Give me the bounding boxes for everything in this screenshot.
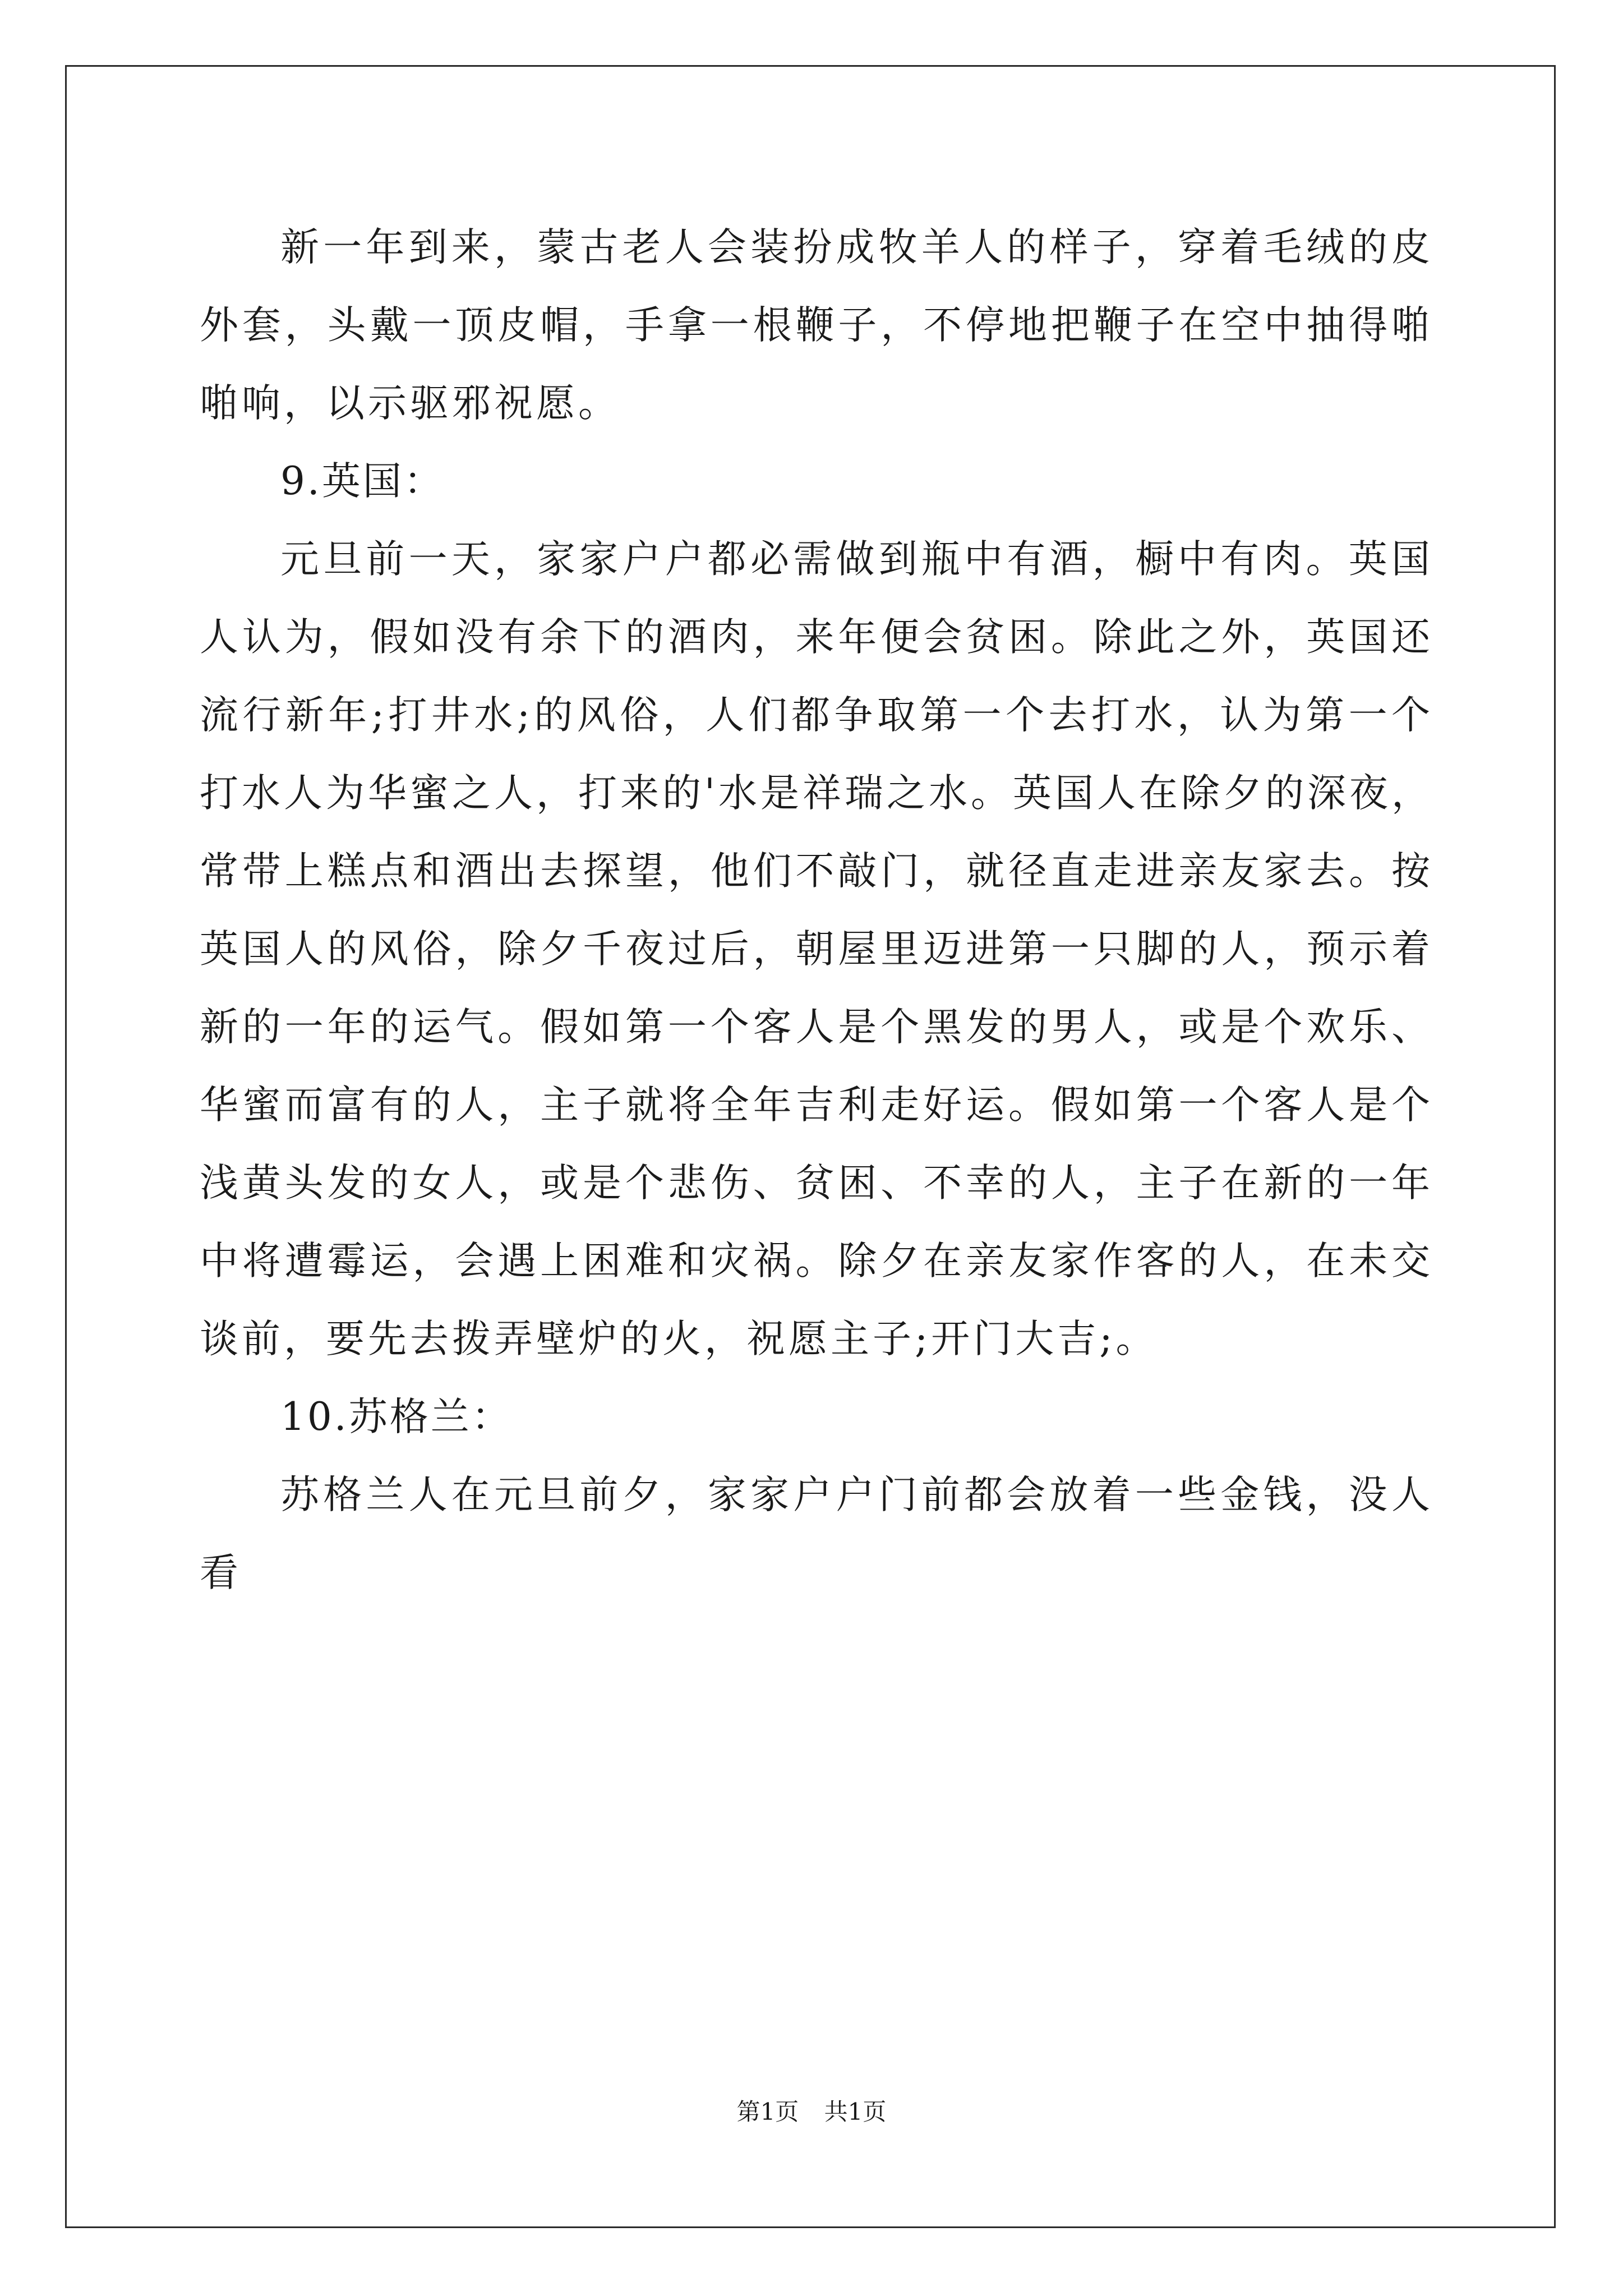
paragraph-mongolia: 新一年到来，蒙古老人会装扮成牧羊人的样子，穿着毛绒的皮外套，头戴一顶皮帽，手拿一根鞭子，不停地把鞭子在空中抽得啪啪响，以示驱邪祝愿。	[200, 225, 1433, 426]
heading-england: 9.英国：	[280, 459, 445, 504]
page-footer	[0, 2093, 1623, 2127]
paragraph-england: 元旦前一天，家家户户都必需做到瓶中有酒，橱中有肉。英国人认为，假如没有余下的酒肉，来年便会贫困。除此之外，英国还流行新年;打井水;的风俗，人们都争取第一个去打水，认为第一个打水人为华蜜之人，打来的'水是祥瑞之水。英国人在除夕的深夜，常带上糕点和酒出去探望，他们不敲门，就径直走进亲友家去。按英国人的风俗，除夕千夜过后，朝屋里迈进第一只脚的人，预示着新的一年的运气。假如第一个客人是个黑发的男人，或是个欢乐、华蜜而富有的人，主子就将全年吉利走好运。假如第一个客人是个浅黄头发的女人，或是个悲伤、贫困、不幸的人，主子在新的一年中将遭霉运，会遇上困难和灾祸。除夕在亲友家作客的人，在未交谈前，要先去拨弄壁炉的火，祝愿主子;开门大吉;。	[200, 537, 1433, 1361]
paragraph-scotland: 苏格兰人在元旦前夕，家家户户门前都会放着一些金钱，没人看	[200, 1473, 1433, 1595]
heading-scotland: 10.苏格兰：	[280, 1395, 513, 1439]
page-number: 第1页	[736, 2098, 799, 2125]
page-total: 共1页	[824, 2098, 887, 2125]
document-body	[200, 209, 1433, 1612]
